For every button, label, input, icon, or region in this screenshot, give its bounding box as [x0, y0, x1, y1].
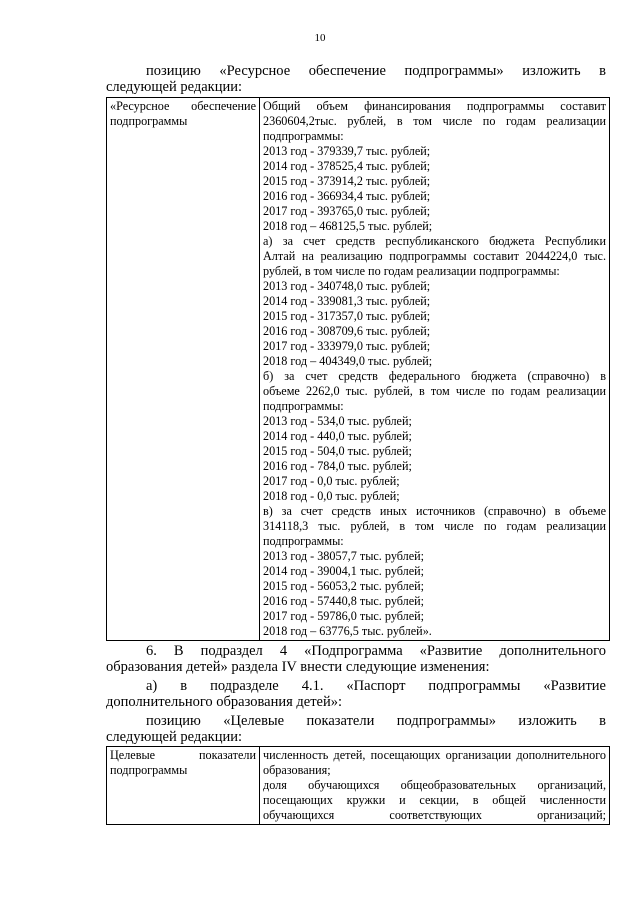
text-line: 2017 год - 333979,0 тыс. рублей; [263, 339, 431, 353]
intro-paragraph-resources: позицию «Ресурсное обеспечение подпрограммы» изложить в следующей редакции: [106, 63, 606, 95]
text-line: 2018 год - 0,0 тыс. рублей; [263, 489, 400, 503]
text-line: 2016 год - 308709,6 тыс. рублей; [263, 324, 431, 338]
text-paragraph: численность детей, посещающих организации дополнительного образования; [263, 748, 606, 777]
text-line: 314118,3 тыс. рублей, в том числе по годам реализации [263, 519, 606, 533]
text-line: 2013 год - 534,0 тыс. рублей; [263, 414, 412, 428]
text-line: 2014 год - 39004,1 тыс. рублей; [263, 564, 425, 578]
text-line: 2015 год - 56053,2 тыс. рублей; [263, 579, 425, 593]
text-line: а) за счет средств республиканского бюджета Республики [263, 234, 606, 248]
text-line: 2360604,2тыс. рублей, в том числе по годам реализации [263, 114, 606, 128]
text-line: 2016 год - 784,0 тыс. рублей; [263, 459, 412, 473]
table-row [107, 747, 610, 825]
intro-paragraph-targets: позицию «Целевые показатели подпрограммы» изложить в следующей редакции: [106, 713, 606, 745]
text-line: 2014 год - 440,0 тыс. рублей; [263, 429, 412, 443]
text-line: 2015 год - 317357,0 тыс. рублей; [263, 309, 431, 323]
page-number: 10 [314, 32, 326, 44]
text-line: подпрограммы: [263, 534, 344, 548]
text-line: 2014 год - 339081,3 тыс. рублей; [263, 294, 431, 308]
text-line: подпрограммы: [263, 129, 344, 143]
targets-value-cell [260, 747, 610, 825]
text-line: 2018 год – 404349,0 тыс. рублей; [263, 354, 433, 368]
resources-table [106, 97, 610, 641]
text-line: 2013 год - 340748,0 тыс. рублей; [263, 279, 431, 293]
targets-table [106, 746, 610, 825]
text-line: 2017 год - 59786,0 тыс. рублей; [263, 609, 425, 623]
text-line: 2016 год - 57440,8 тыс. рублей; [263, 594, 425, 608]
text-line: в) за счет средств иных источников (справочно) в объеме [263, 504, 606, 518]
text-line: 2018 год – 63776,5 тыс. рублей». [263, 624, 432, 638]
table-row [107, 98, 610, 641]
text-line: б) за счет средств федерального бюджета (справочно) в [263, 369, 606, 383]
text-line: 2016 год - 366934,4 тыс. рублей; [263, 189, 431, 203]
resources-label-cell: «Ресурсное обеспечение подпрограммы [107, 98, 260, 641]
text-paragraph: доля обучающихся общеобразовательных организаций, посещающих кружки и секции, в общей численности обучающихся соответствующих организаций; [263, 778, 606, 822]
text-line: 2013 год - 379339,7 тыс. рублей; [263, 144, 431, 158]
text-line: 2017 год - 393765,0 тыс. рублей; [263, 204, 431, 218]
text-line: 2018 год – 468125,5 тыс. рублей; [263, 219, 433, 233]
resources-value-cell [260, 98, 610, 641]
text-line: 2015 год - 373914,2 тыс. рублей; [263, 174, 431, 188]
section-6-paragraph: 6. В подраздел 4 «Подпрограмма «Развитие дополнительного образования детей» раздела IV внести следующие изменения: [106, 643, 606, 675]
text-line: 2017 год - 0,0 тыс. рублей; [263, 474, 400, 488]
text-line: Алтай на реализацию подпрограммы составит 2044224,0 тыс. [263, 249, 606, 263]
text-line: подпрограммы: [263, 399, 344, 413]
item-a-paragraph: а) в подразделе 4.1. «Паспорт подпрограммы «Развитие дополнительного образования детей»: [106, 678, 606, 710]
text-line: рублей, в том числе по годам реализации подпрограммы: [263, 264, 560, 278]
text-line: 2015 год - 504,0 тыс. рублей; [263, 444, 412, 458]
text-line: 2014 год - 378525,4 тыс. рублей; [263, 159, 431, 173]
text-line: Общий объем финансирования подпрограммы составит [263, 99, 606, 113]
text-line: объеме 2262,0 тыс. рублей, в том числе по годам реализации [263, 384, 606, 398]
text-line: 2013 год - 38057,7 тыс. рублей; [263, 549, 425, 563]
targets-label-cell: Целевые показатели подпрограммы [107, 747, 260, 825]
